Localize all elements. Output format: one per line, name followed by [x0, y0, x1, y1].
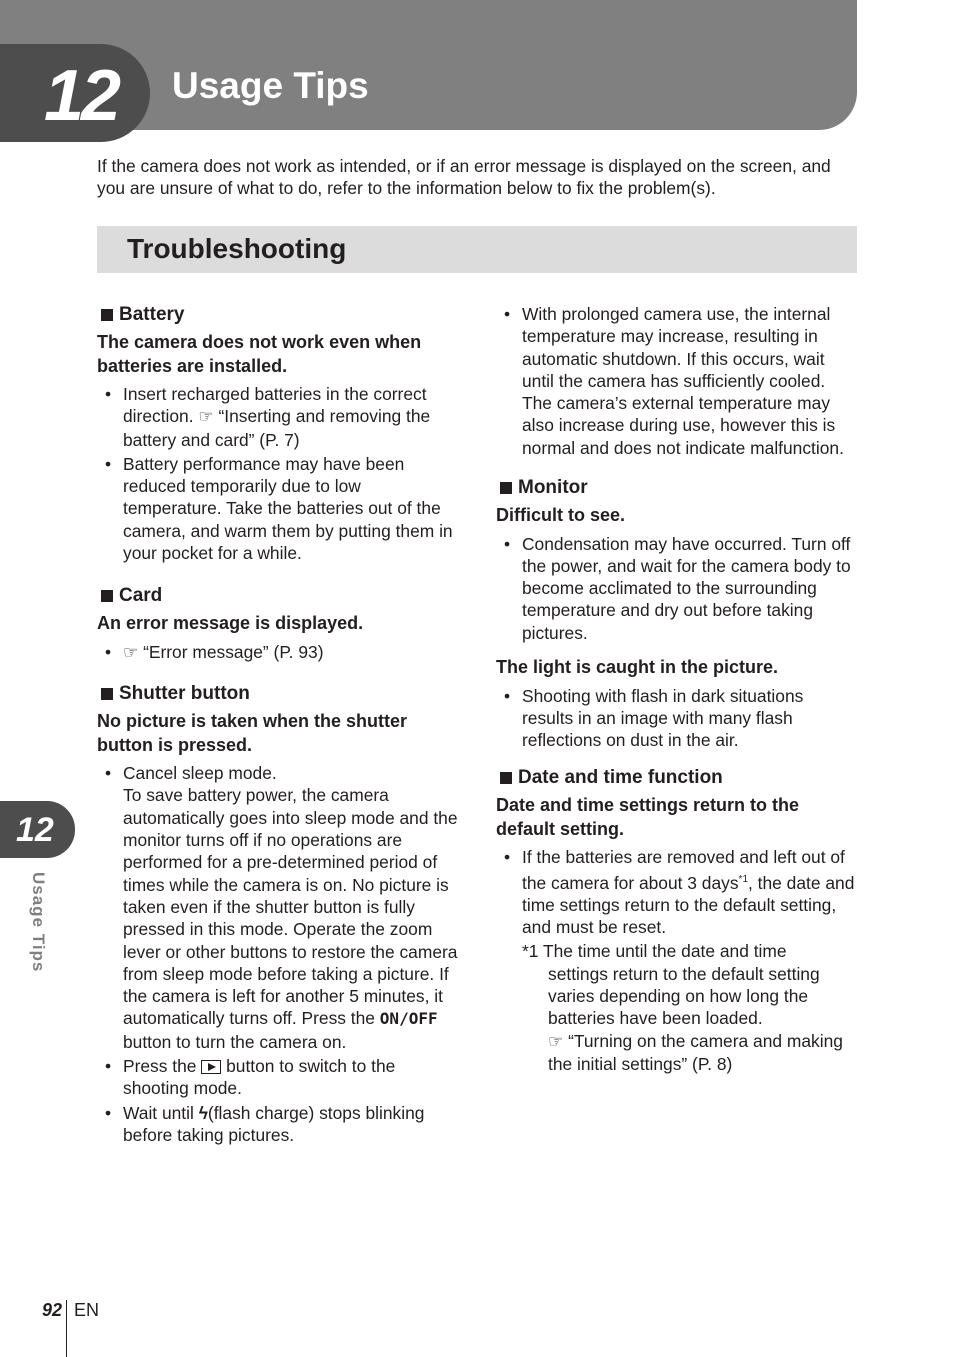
onoff-button-label: ON/OFF: [379, 1009, 438, 1029]
footnote-body: settings return to the default setting varies depending on how long the batteries have been loaded.: [548, 963, 820, 1029]
list-item: • Press the button to switch to the shooting mode.: [97, 1055, 459, 1100]
language-code: EN: [74, 1300, 100, 1320]
footnote-label: *1 The time until the date and time: [522, 941, 787, 962]
footnote-reference: ☞ “Turning on the camera and making the initial settings” (P. 8): [548, 1030, 843, 1074]
monitor-heading: Monitor: [496, 476, 858, 500]
monitor-list-1: [496, 533, 858, 644]
section-title: Troubleshooting: [127, 233, 347, 264]
battery-list: [97, 383, 459, 564]
shutter-problem: No picture is taken when the shutter button is pressed.: [97, 711, 408, 755]
temperature-list: [496, 303, 858, 459]
list-item: • Wait until ϟ(flash charge) stops blinking before taking pictures.: [97, 1102, 459, 1147]
monitor-problem-2: The light is caught in the picture.: [496, 657, 779, 678]
monitor-problem-1: Difficult to see.: [496, 505, 626, 526]
page-number: 92: [42, 1300, 63, 1320]
right-column: [496, 303, 858, 1075]
list-item: • If the batteries are removed and left out of the camera for about 3 days$^{*1}$, the date and time settings return to the default setting, and must be reset.: [496, 846, 858, 938]
shutter-list: [97, 762, 459, 1146]
left-column: [97, 303, 459, 1148]
datetime-problem: Date and time settings return to the default setting.: [496, 795, 800, 839]
reference-icon: ☞: [198, 407, 214, 427]
battery-heading-text: Battery: [119, 304, 185, 325]
datetime-heading: Date and time function: [496, 766, 858, 790]
footnote-marker: *1: [738, 873, 748, 885]
battery-problem: The camera does not work even when batteries are installed.: [97, 332, 422, 376]
list-item: • Condensation may have occurred. Turn off the power, and wait for the camera body to become acclimated to the surrounding temperature and dry out before taking pictures.: [496, 533, 858, 644]
flash-icon: ϟ: [198, 1102, 208, 1123]
side-chapter-label: Usage Tips: [29, 872, 48, 973]
playback-icon: [201, 1060, 221, 1074]
list-item: • Shooting with flash in dark situations results in an image with many flash reflections on dust in the air.: [496, 685, 858, 752]
footer-divider: [66, 1300, 67, 1357]
list-item: • Cancel sleep mode. To save battery power, the camera automatically goes into sleep mode and the monitor turns off if no operations are performed for a pre-determined period of times while the camera is on. No picture is taken even if the shutter button is fully pressed in this mode. Operate the zoom lever or other buttons to restore the camera from sleep mode before taking a picture. If the camera is left for another 5 minutes, it automatically turns off. Press the ON/OFF button to turn the camera on.: [97, 762, 459, 1053]
chapter-number: 12: [44, 56, 119, 136]
square-bullet-icon: [500, 482, 512, 494]
monitor-list-2: [496, 685, 858, 752]
shutter-heading: Shutter button: [97, 682, 459, 706]
list-item: • ☞ “Error message” (P. 93): [97, 641, 459, 664]
card-heading: Card: [97, 584, 459, 608]
datetime-list: [496, 846, 858, 938]
side-chapter-number: 12: [16, 811, 54, 849]
intro-paragraph: If the camera does not work as intended, or if an error message is displayed on the screen, and you are unsure of what to do, refer to the information below to fix the problem(s).: [97, 156, 831, 198]
card-list: [97, 641, 459, 664]
reference-icon: ☞: [123, 642, 139, 662]
square-bullet-icon: [101, 309, 113, 321]
battery-heading: [97, 303, 459, 327]
page-title: Usage Tips: [172, 65, 369, 106]
card-problem: An error message is displayed.: [97, 613, 364, 634]
list-item: • With prolonged camera use, the internal temperature may increase, resulting in automatic shutdown. If this occurs, wait until the camera has sufficiently cooled. The camera’s external temperature may also increase during use, however this is normal and does not indicate malfunction.: [496, 303, 858, 459]
reference-icon: ☞: [548, 1031, 564, 1051]
list-item: • Insert recharged batteries in the correct direction. ☞ “Inserting and removing the battery and card” (P. 7): [97, 383, 459, 451]
square-bullet-icon: [101, 590, 113, 602]
square-bullet-icon: [101, 688, 113, 700]
square-bullet-icon: [500, 772, 512, 784]
list-item: • Battery performance may have been reduced temporarily due to low temperature. Take the batteries out of the camera, and warm them by putting them in your pocket for a while.: [97, 453, 459, 564]
